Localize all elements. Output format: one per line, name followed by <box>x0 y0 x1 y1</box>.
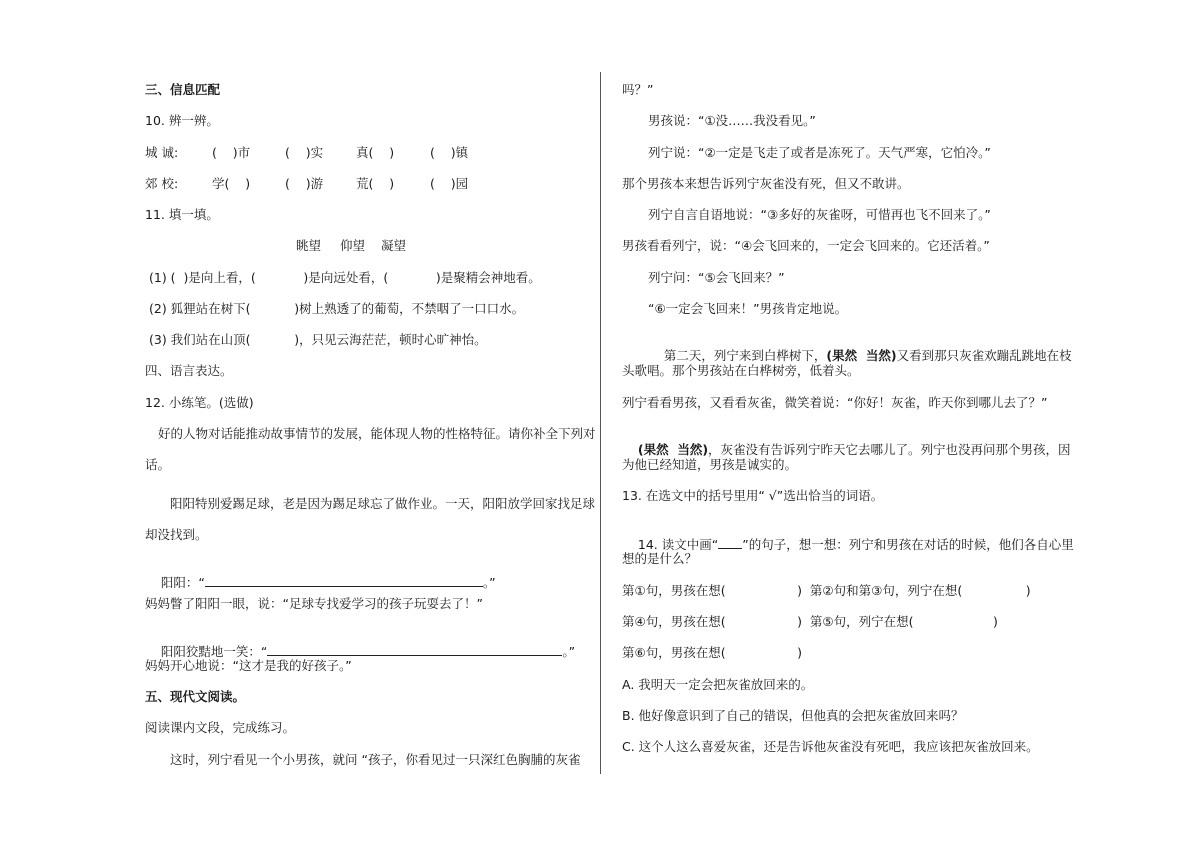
section4-title: 四、语言表达。 <box>145 363 233 378</box>
passage-text: 第二天，列宁来到白桦树下， <box>663 348 827 363</box>
q10-row2-item: 学( ) <box>212 176 251 191</box>
dialogue-line-2: 妈妈瞥了阳阳一眼，说：“足球专找爱学习的孩子玩耍去了！” <box>145 596 483 611</box>
reading-intro: 阅读课内文段，完成练习。 <box>145 720 296 735</box>
dialogue-1-suffix: 。” <box>482 575 496 590</box>
q10-row1-item: ( )镇 <box>430 145 469 160</box>
q11-word: 仰望 <box>340 238 366 253</box>
q10-row2-item: ( )游 <box>285 176 324 191</box>
q12-story: 阳阳特别爱踢足球，老是因为踢足球忘了做作业。一天，阳阳放学回家找足球 <box>170 496 596 511</box>
q11-sentence-1: (1) ( )是向上看，( )是向远处看，( )是聚精会神地看。 <box>149 270 541 285</box>
passage-line: 列宁问：“⑤会飞回来？” <box>648 270 785 285</box>
q10-row2-chars: 郊 校: <box>145 176 179 191</box>
q12-title: 12. 小练笔。(选做) <box>145 395 254 410</box>
q11-word: 眺望 <box>296 238 322 253</box>
passage-line: 那个男孩本来想告诉列宁灰雀没有死，但又不敢讲。 <box>622 176 910 191</box>
passage-line: 男孩说：“①没……我没看见。” <box>648 113 816 128</box>
q10-row1-chars: 城 诚: <box>145 145 179 160</box>
answer-row[interactable]: 第⑥句，男孩在想( ) <box>622 645 802 660</box>
section3-title: 三、信息匹配 <box>145 82 221 97</box>
q14-part: 14. 读文中画“ <box>637 537 719 552</box>
option-a: A. 我明天一定会把灰雀放回来的。 <box>622 677 814 692</box>
q11-sentence-2: (2) 狐狸站在树下( )树上熟透了的葡萄，不禁咽了一口口水。 <box>149 301 525 316</box>
q10-row2-item: ( )园 <box>430 176 469 191</box>
q14-part: ”的句子，想一想：列宁和男孩在对话的时候，他们各自心里 <box>742 537 1074 552</box>
reading-passage-start: 这时，列宁看见一个小男孩，就问 “孩子，你看见过一只深红色胸脯的灰雀 <box>170 752 581 767</box>
q12-intro: 好的人物对话能推动故事情节的发展，能体现人物的性格特征。请你补全下列对 <box>158 426 596 441</box>
answer-row[interactable]: 第①句，男孩在想( ) 第②句和第③句，列宁在想( ) <box>622 583 1031 598</box>
passage-line: 为他已经知道，男孩是诚实的。 <box>622 457 798 472</box>
q14-text: 想的是什么？ <box>622 551 698 566</box>
column-divider <box>600 72 601 774</box>
q10-row1-item: 真( ) <box>356 145 395 160</box>
passage-line: “⑥一定会飞回来！”男孩肯定地说。 <box>648 301 848 316</box>
underline-marker <box>718 536 742 549</box>
answer-blank-2[interactable] <box>267 643 562 656</box>
q12-intro: 话。 <box>145 457 171 472</box>
option-b: B. 他好像意识到了自己的错误，但他真的会把灰雀放回来吗？ <box>622 708 964 723</box>
passage-line: 吗？” <box>622 82 654 97</box>
q10-row1-item: ( )市 <box>212 145 251 160</box>
q10-row1-item: ( )实 <box>285 145 324 160</box>
answer-blank-1[interactable] <box>205 574 483 587</box>
word-choice[interactable]: (果然 当然) <box>637 442 709 457</box>
q10-title: 10. 辨一辨。 <box>145 113 219 128</box>
passage-line: 列宁自言自语地说：“③多好的灰雀呀，可惜再也飞不回来了。” <box>648 207 991 222</box>
passage-text: 又看到那只灰雀欢蹦乱跳地在枝 <box>896 348 1072 363</box>
word-choice[interactable]: (果然 当然) <box>826 348 897 363</box>
q12-story: 却没找到。 <box>145 527 208 542</box>
passage-text: ，灰雀没有告诉列宁昨天它去哪儿了。列宁也没再问那个男孩，因 <box>708 442 1071 457</box>
passage-line: 男孩看看列宁，说：“④会飞回来的，一定会飞回来的。它还活着。” <box>622 238 990 253</box>
dialogue-3-suffix: 。” <box>562 644 576 659</box>
dialogue-line-4: 妈妈开心地说：“这才是我的好孩子。” <box>145 658 352 673</box>
passage-line: 列宁说：“②一定是飞走了或者是冻死了。天气严寒，它怕冷。” <box>648 145 991 160</box>
dialogue-1-prefix: 阳阳：“ <box>160 575 205 590</box>
q13-text: 13. 在选文中的括号里用“ √”选出恰当的词语。 <box>622 488 884 503</box>
passage-line: 头歌唱。那个男孩站在白桦树旁，低着头。 <box>622 363 860 378</box>
passage-line: 列宁看看男孩，又看看灰雀，微笑着说：“你好！灰雀，昨天你到哪儿去了？” <box>622 395 1048 410</box>
option-c: C. 这个人这么喜爱灰雀，还是告诉他灰雀没有死吧，我应该把灰雀放回来。 <box>622 739 1039 754</box>
answer-row[interactable]: 第④句，男孩在想( ) 第⑤句，列宁在想( ) <box>622 614 998 629</box>
dialogue-3-prefix: 阳阳狡黠地一笑：“ <box>160 644 268 659</box>
q10-row2-item: 荒( ) <box>356 176 395 191</box>
section5-title: 五、现代文阅读。 <box>145 689 246 704</box>
q11-word: 凝望 <box>381 238 407 253</box>
q11-title: 11. 填一填。 <box>145 207 219 222</box>
q11-sentence-3: (3) 我们站在山顶( )，只见云海茫茫，顿时心旷神怡。 <box>149 332 487 347</box>
